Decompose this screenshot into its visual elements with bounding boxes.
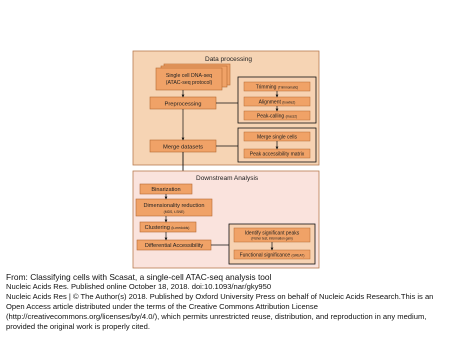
trimming-label: Trimming (Trimmomatic) [255,84,299,91]
input-data-line-1: Single cell DNA-seq [165,73,213,79]
dimensionality-reduction-label: Dimensionality reduction [143,203,205,209]
binarization-label: Binarization [151,187,181,194]
peak-matrix-label: Peak accessibility matrix [249,151,305,158]
data-processing-title: Data processing [205,56,252,63]
preprocessing-label: Preprocessing [164,101,202,108]
differential-accessibility-label: Differential Accessibility [144,243,204,250]
figure-caption [6,272,446,332]
dimensionality-reduction-tool: (MDS, t-SNE) [163,210,185,214]
identify-peaks-label: Identify significant peaks [244,230,300,237]
merge-single-cells-label: Merge single cells [256,134,298,141]
caption-journal: Nucleic Acids Res. Published online October 18, 2018. doi:10.1093/nar/gky950 [6,282,272,291]
caption-license-line-4: provided the original work is properly cited. [6,322,150,331]
downstream-title: Downstream Analysis [196,175,259,182]
input-data-box [156,68,222,90]
caption-source-title: From: Classifying cells with Scasat, a single-cell ATAC-seq analysis tool [6,272,272,282]
caption-license-line-1: Nucleic Acids Res | © The Author(s) 2018. Published by Oxford University Press on behalf of Nucleic Acids Research.This is an [6,292,434,301]
alignment-label: Alignment (bowtie2) [258,99,296,106]
peak-calling-label: Peak-calling (macs2) [256,113,298,120]
merge-datasets-label: Merge datasets [163,144,203,151]
identify-peaks-tool: (Fisher test, information gain) [251,236,293,241]
input-data-line-2: (ATAC-seq protocol) [165,80,213,86]
functional-significance-label: Functional significance (GREAT) [239,252,305,259]
caption-license-line-2: Open Access article distributed under the terms of the Creative Commons Attribution License [6,302,318,311]
caption-license-line-3: (http://creativecommons.org/licenses/by/4.0/), which permits unrestricted reuse, distribution, and reproduction in any medium, [6,312,427,321]
clustering-label: Clustering (k-medoids) [144,225,190,232]
